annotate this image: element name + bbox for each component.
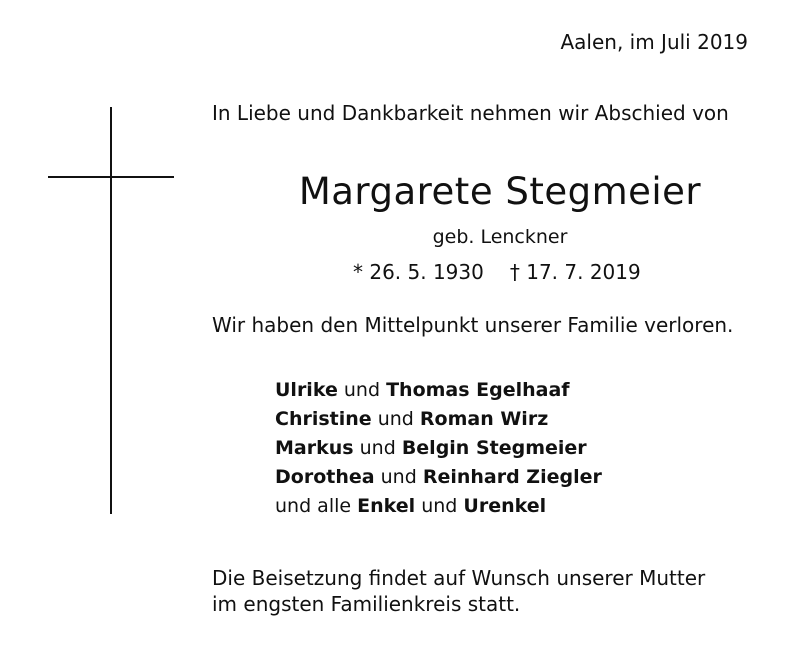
mourner-first: Ulrike — [275, 379, 338, 401]
urenkel-label: Urenkel — [463, 495, 547, 517]
mourner-first: Markus — [275, 437, 354, 459]
mourner-first: Dorothea — [275, 466, 375, 488]
mourner-joiner: und — [374, 466, 423, 488]
cross-icon-crossbar — [48, 176, 174, 178]
mourner-second: Reinhard Ziegler — [422, 466, 602, 488]
burial-line: Die Beisetzung findet auf Wunsch unserer Mutter — [212, 566, 706, 590]
mourner-line — [275, 376, 602, 405]
birth-name: geb. Lenckner — [432, 226, 568, 248]
grandchildren-prefix: und alle — [275, 495, 358, 517]
loss-statement: Wir haben den Mittelpunkt unserer Familie verloren. — [212, 313, 734, 337]
mourner-line — [275, 463, 602, 492]
grandchildren-line — [275, 492, 602, 521]
burial-line: im engsten Familienkreis statt. — [212, 592, 521, 616]
mourners-list — [275, 376, 602, 521]
life-dates — [353, 260, 641, 284]
place-date: Aalen, im Juli 2019 — [560, 30, 748, 54]
cross-icon — [110, 107, 112, 514]
mourner-joiner: und — [337, 379, 387, 401]
grandchildren-joiner: und — [415, 495, 464, 517]
burial-notice — [212, 565, 705, 617]
death-date: † 17. 7. 2019 — [509, 260, 641, 284]
birth-date: * 26. 5. 1930 — [353, 260, 484, 284]
mourner-joiner: und — [353, 437, 402, 459]
mourner-line — [275, 434, 602, 463]
mourner-second: Thomas Egelhaaf — [386, 379, 570, 401]
intro-text: In Liebe und Dankbarkeit nehmen wir Abschied von — [212, 101, 729, 125]
enkel-label: Enkel — [357, 495, 416, 517]
deceased-name: Margarete Stegmeier — [298, 170, 702, 213]
mourner-second: Belgin Stegmeier — [401, 437, 587, 459]
mourner-line — [275, 405, 602, 434]
mourner-first: Christine — [275, 408, 372, 430]
mourner-joiner: und — [371, 408, 420, 430]
mourner-second: Roman Wirz — [419, 408, 549, 430]
